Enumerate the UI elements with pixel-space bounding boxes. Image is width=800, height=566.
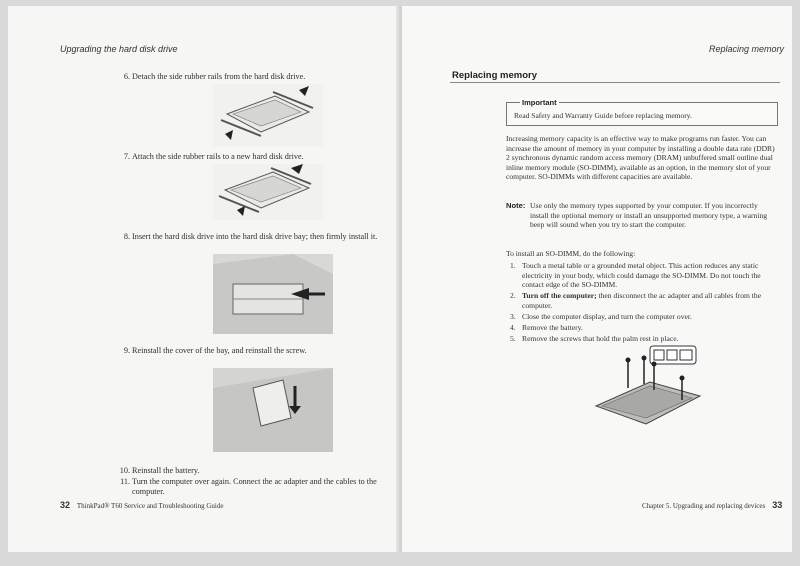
page-number: 33 — [772, 500, 783, 510]
step-text: Remove the battery. — [522, 323, 583, 332]
step-number: 10. — [119, 466, 130, 475]
hdd-rails-illustration — [213, 84, 323, 146]
step-10 — [119, 466, 382, 476]
section-rule — [450, 82, 780, 83]
step-number: 8. — [123, 232, 130, 241]
intro-paragraph: Increasing memory capacity is an effective way to make programs run faster. You can increase the amount of memory in your computer by installing a double data rate (DDR) 2 synchronous dynamic random access memory (DRAM) unbuffered small outline dual inline memory module (SO-DIMM), available as an option, in the memory slot of your computer. SO-DIMMs with different capacities are available. — [506, 134, 775, 182]
step-bold-text: Turn off the computer; — [522, 291, 597, 300]
step-number: 3. — [510, 312, 516, 321]
step-number: 7. — [123, 152, 130, 161]
footer-text: ThinkPad® T60 Service and Troubleshooting Guide — [76, 502, 224, 510]
figure-palm-rest-screws — [592, 344, 702, 426]
step-6 — [123, 72, 382, 82]
note-text: Use only the memory types supported by your computer. If you incorrectly install the optional memory or install an unsupported memory type, a warning beep will sound when you try to start the computer. — [530, 201, 768, 230]
right-running-head: Replacing memory — [708, 44, 784, 54]
left-footer — [60, 500, 223, 510]
memory-step-5 — [510, 334, 777, 344]
step-text: Attach the side rubber rails to a new hard disk drive. — [132, 152, 304, 161]
figure-detach-rails — [213, 84, 323, 146]
section-title: Replacing memory — [452, 70, 537, 81]
memory-step-4 — [510, 323, 777, 333]
hdd-rails-illustration — [213, 164, 323, 220]
step-number: 2. — [510, 291, 516, 300]
step-text: then disconnect the ac adapter and all cables from the computer. — [522, 291, 762, 310]
bay-cover-illustration — [213, 368, 333, 452]
laptop-bottom-illustration — [592, 344, 702, 426]
left-page — [8, 6, 401, 552]
procedure-intro: To install an SO-DIMM, do the following: — [506, 249, 636, 258]
right-footer — [642, 500, 782, 510]
step-number: 4. — [510, 323, 516, 332]
step-number: 5. — [510, 334, 516, 343]
figure-insert-drive — [213, 254, 333, 334]
note-label: Note: — [506, 201, 526, 210]
step-text: Insert the hard disk drive into the hard disk drive bay; then firmly install it. — [132, 232, 378, 241]
step-number: 9. — [123, 346, 130, 355]
page-number: 32 — [60, 500, 71, 510]
drive-bay-illustration — [213, 254, 333, 334]
memory-step-3 — [510, 312, 777, 322]
right-page — [402, 6, 792, 552]
step-number: 6. — [123, 72, 130, 81]
step-11 — [120, 477, 392, 497]
step-text: Reinstall the cover of the bay, and reinstall the screw. — [132, 346, 307, 355]
step-text: Close the computer display, and turn the computer over. — [522, 312, 692, 321]
step-number: 1. — [510, 261, 516, 270]
important-text: Read Safety and Warranty Guide before replacing memory. — [514, 111, 692, 120]
left-running-head: Upgrading the hard disk drive — [60, 44, 178, 54]
step-number: 11. — [120, 477, 130, 486]
step-text: Turn the computer over again. Connect the ac adapter and the cables to the computer. — [132, 477, 377, 496]
step-text: Reinstall the battery. — [132, 466, 200, 475]
step-7 — [123, 152, 382, 162]
step-text: Detach the side rubber rails from the hard disk drive. — [132, 72, 306, 81]
step-8 — [123, 232, 392, 242]
step-9 — [123, 346, 382, 356]
important-title: Important — [522, 98, 557, 107]
step-text: Remove the screws that hold the palm rest in place. — [522, 334, 679, 343]
memory-step-2 — [510, 291, 777, 310]
step-text: Touch a metal table or a grounded metal object. This action reduces any static electricity in your body, which could damage the SO-DIMM. Do not touch the contact edge of the SO-DIMM. — [522, 261, 761, 290]
footer-text: Chapter 5. Upgrading and replacing devices — [642, 502, 766, 510]
figure-reinstall-cover — [213, 368, 333, 452]
memory-step-1 — [510, 261, 777, 290]
figure-attach-rails — [213, 164, 323, 220]
